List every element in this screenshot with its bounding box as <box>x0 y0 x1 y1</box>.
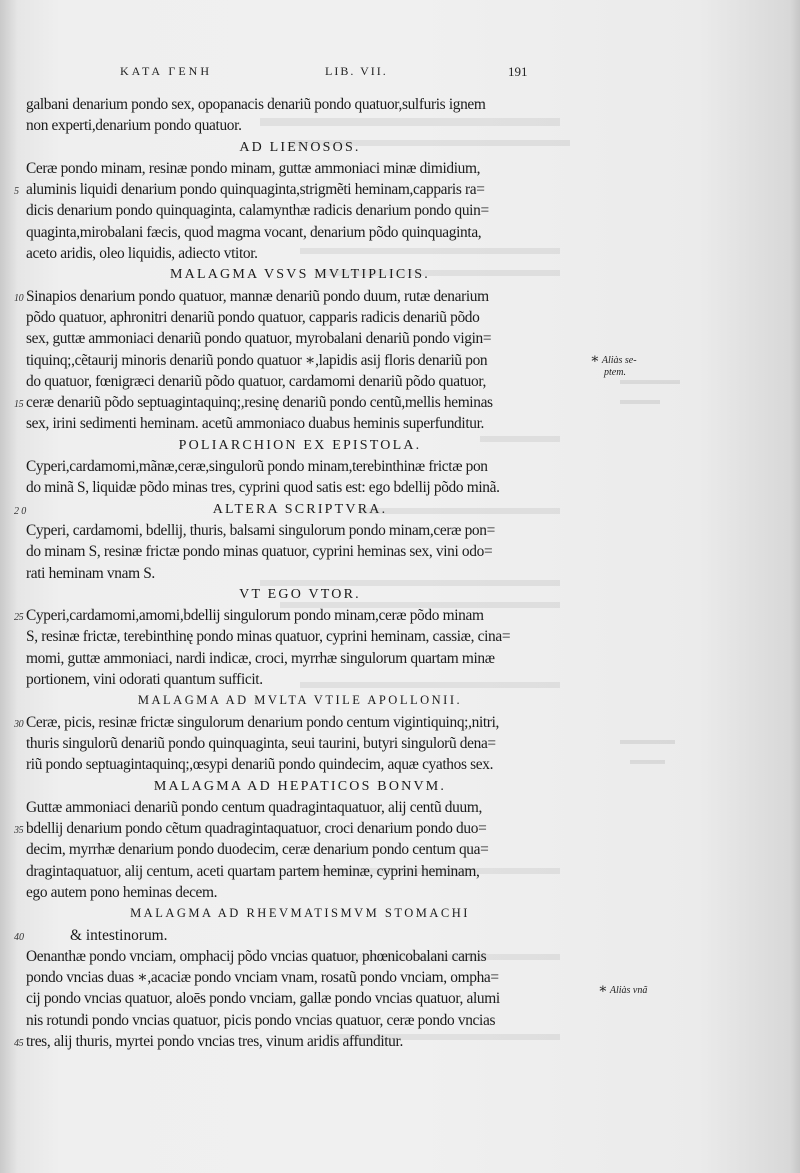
line-number: 35 <box>14 825 24 837</box>
section-heading <box>26 903 574 924</box>
text-line <box>26 669 574 690</box>
text-line <box>14 712 574 733</box>
section-heading <box>26 690 574 711</box>
line-text: tres, alij thuris, myrtei pondo vncias tres, vinum aridis affunditur. <box>26 1033 403 1051</box>
line-text: nis rotundi pondo vncias quatuor, picis pondo vncias quatuor, ceræ pondo vncias <box>26 1011 496 1029</box>
margin-note <box>590 354 637 379</box>
section-heading <box>26 584 574 605</box>
text-line <box>26 115 574 136</box>
line-text: ceræ denariũ põdo septuagintaquinq;,resinę denariũ pondo centũ,mellis heminas <box>26 394 493 412</box>
margin-note-text: Aliàs se- <box>601 355 637 366</box>
text-line <box>26 371 574 392</box>
line-text: riũ pondo septuagintaquinq;,œsypi denariũ pondo quindecim, aquæ cyathos sex. <box>26 756 494 774</box>
line-text: bdellij denarium pondo cẽtum quadragintaquatuor, croci denarium pondo duo= <box>26 820 487 838</box>
text-line <box>26 413 574 434</box>
text-line <box>14 392 574 413</box>
line-number: 45 <box>14 1038 24 1050</box>
asterisk-icon: ∗ <box>598 982 608 997</box>
text-line <box>26 520 574 541</box>
text-line <box>26 1010 574 1031</box>
section-heading <box>14 499 574 520</box>
line-text: aluminis liquidi denarium pondo quinquaginta,strigmẽti heminam,capparis ra= <box>26 181 485 199</box>
line-text: Cyperi,cardamomi,mãnæ,ceræ,singulorũ pondo minam,terebinthinæ frictæ pon <box>26 458 488 476</box>
text-line <box>14 605 574 626</box>
line-text: do minam S, resinæ frictæ pondo minas quatuor, cyprini heminas sex, vini odo= <box>26 543 493 561</box>
text-line <box>26 328 574 349</box>
page-number: 191 <box>508 64 528 79</box>
text-line <box>26 754 574 775</box>
line-number: 10 <box>14 292 24 304</box>
line-text: portionem, vini odorati quantum sufficit. <box>26 671 263 689</box>
line-text: quaginta,mirobalani fæcis, quod magma vocant, denarium põdo quinquaginta, <box>26 223 482 241</box>
line-text: sex, guttæ ammoniaci denariũ pondo quatuor, myrobalani denariũ pondo vigin= <box>26 330 492 348</box>
text-line <box>26 350 574 371</box>
line-text: aceto aridis, oleo liquidis, adiecto vtitor. <box>26 245 258 263</box>
line-text: MALAGMA AD RHEVMATISMVM STOMACHI <box>130 906 470 921</box>
line-text: Sinapios denarium pondo quatuor, mannæ denariũ pondo duum, rutæ denarium <box>26 287 489 305</box>
section-subheading <box>14 925 574 946</box>
text-line <box>26 456 574 477</box>
text-line <box>26 477 574 498</box>
text-line <box>14 1031 574 1052</box>
text-line <box>26 222 574 243</box>
line-number: 25 <box>14 612 24 624</box>
section-heading <box>26 776 574 797</box>
asterisk-icon: ∗ <box>590 352 600 367</box>
margin-note-text-continued: ptem. <box>604 367 626 378</box>
line-text: momi, guttæ ammoniaci, nardi indicæ, croci, myrrhæ singulorum quartam minæ <box>26 649 495 667</box>
text-line <box>26 626 574 647</box>
line-text: MALAGMA AD HEPATICOS BONVM. <box>153 778 447 794</box>
margin-note-text: Aliàs vnã <box>609 985 648 996</box>
line-text: POLIARCHION EX EPISTOLA. <box>178 437 422 453</box>
text-line <box>26 243 574 264</box>
text-line <box>26 563 574 584</box>
line-text: põdo quatuor, aphronitri denariũ pondo quatuor, capparis radicis denariũ põdo <box>26 308 480 326</box>
margin-note <box>598 984 647 997</box>
line-text: tiquinq;,cẽtaurij minoris denariũ pondo quatuor ∗,lapidis asij floris denariũ pon <box>26 351 488 369</box>
text-line <box>26 307 574 328</box>
section-heading <box>26 435 574 456</box>
text-line <box>14 286 574 307</box>
text-line <box>14 179 574 200</box>
line-text: do quatuor, fœnigræci denariũ põdo quatuor, cardamomi denariũ põdo quatuor, <box>26 372 486 390</box>
text-line <box>26 946 574 967</box>
line-text: rati heminam vnam S. <box>26 564 155 582</box>
text-line <box>14 818 574 839</box>
text-block <box>14 94 574 1052</box>
line-text: ALTERA SCRIPTVRA. <box>212 501 388 517</box>
line-text: Cyperi,cardamomi,amomi,bdellij singulorum pondo minam,ceræ põdo minam <box>26 607 484 625</box>
text-line <box>26 882 574 903</box>
line-number: 15 <box>14 399 24 411</box>
line-text: Oenanthæ pondo vnciam, omphacij põdo vncias quatuor, phœnicobalani carnis <box>26 947 487 965</box>
running-head <box>120 64 540 82</box>
running-head-book: LIB. VII. <box>325 64 388 78</box>
line-text: non experti,denarium pondo quatuor. <box>26 117 242 135</box>
line-text: thuris singulorũ denariũ pondo quinquaginta, seui taurini, butyri singulorũ dena= <box>26 734 496 752</box>
line-text: dicis denarium pondo quinquaginta, calamynthæ radicis denarium pondo quin= <box>26 202 489 220</box>
line-number: 40 <box>14 931 24 943</box>
text-line <box>26 988 574 1009</box>
line-number: 20 <box>14 505 29 517</box>
line-text: pondo vncias duas ∗,acaciæ pondo vnciam vnam, rosatũ pondo vnciam, ompha= <box>26 969 499 987</box>
text-line <box>26 541 574 562</box>
line-text: Cyperi, cardamomi, bdellij, thuris, balsami singulorum pondo minam,ceræ pon= <box>26 521 495 539</box>
line-text: cij pondo vncias quatuor, aloēs pondo vnciam, gallæ pondo vncias quatuor, alumi <box>26 990 500 1008</box>
line-text: do minã S, liquidæ põdo minas tres, cyprini quod satis est: ego bdellij põdo minã. <box>26 479 500 497</box>
text-line <box>26 158 574 179</box>
section-heading <box>26 264 574 285</box>
text-line <box>26 839 574 860</box>
line-number: 30 <box>14 718 24 730</box>
text-line <box>26 94 574 115</box>
line-text: galbani denarium pondo sex, opopanacis denariũ pondo quatuor,sulfuris ignem <box>26 96 486 113</box>
line-text: AD LIENOSOS. <box>239 139 361 155</box>
line-text: Ceræ pondo minam, resinæ pondo minam, guttæ ammoniaci minæ dimidium, <box>26 159 481 177</box>
line-text: ego autem pono heminas decem. <box>26 883 218 901</box>
text-line <box>26 200 574 221</box>
text-line <box>26 648 574 669</box>
line-text: dragintaquatuor, alij centum, aceti quartam partem heminæ, cyprini heminam, <box>26 862 480 880</box>
line-number: 5 <box>14 186 19 198</box>
line-text: Guttæ ammoniaci denariũ pondo centum quadragintaquatuor, alij centũ duum, <box>26 798 482 816</box>
text-line <box>26 733 574 754</box>
running-head-title: ΚΑΤΑ ΓΕΝΗ <box>120 64 212 78</box>
line-text: MALAGMA AD MVLTA VTILE APOLLONII. <box>137 693 463 708</box>
line-text: S, resinæ frictæ, terebinthinę pondo minas quatuor, cyprini heminam, cassiæ, cina= <box>26 628 511 646</box>
line-text: & intestinorum. <box>70 926 168 944</box>
line-text: sex, irini sedimenti heminam. acetũ ammoniaco duabus heminis superfunditur. <box>26 415 485 433</box>
line-text: MALAGMA VSVS MVLTIPLICIS. <box>170 267 430 283</box>
line-text: Ceræ, picis, resinæ frictæ singulorum denarium pondo centum vigintiquinq;,nitri, <box>26 713 499 731</box>
line-text: decim, myrrhæ denarium pondo duodecim, ceræ denarium pondo centum qua= <box>26 841 489 859</box>
text-line <box>26 861 574 882</box>
text-line <box>26 967 574 988</box>
text-line <box>26 797 574 818</box>
line-text: VT EGO VTOR. <box>239 586 361 602</box>
section-heading <box>26 137 574 158</box>
